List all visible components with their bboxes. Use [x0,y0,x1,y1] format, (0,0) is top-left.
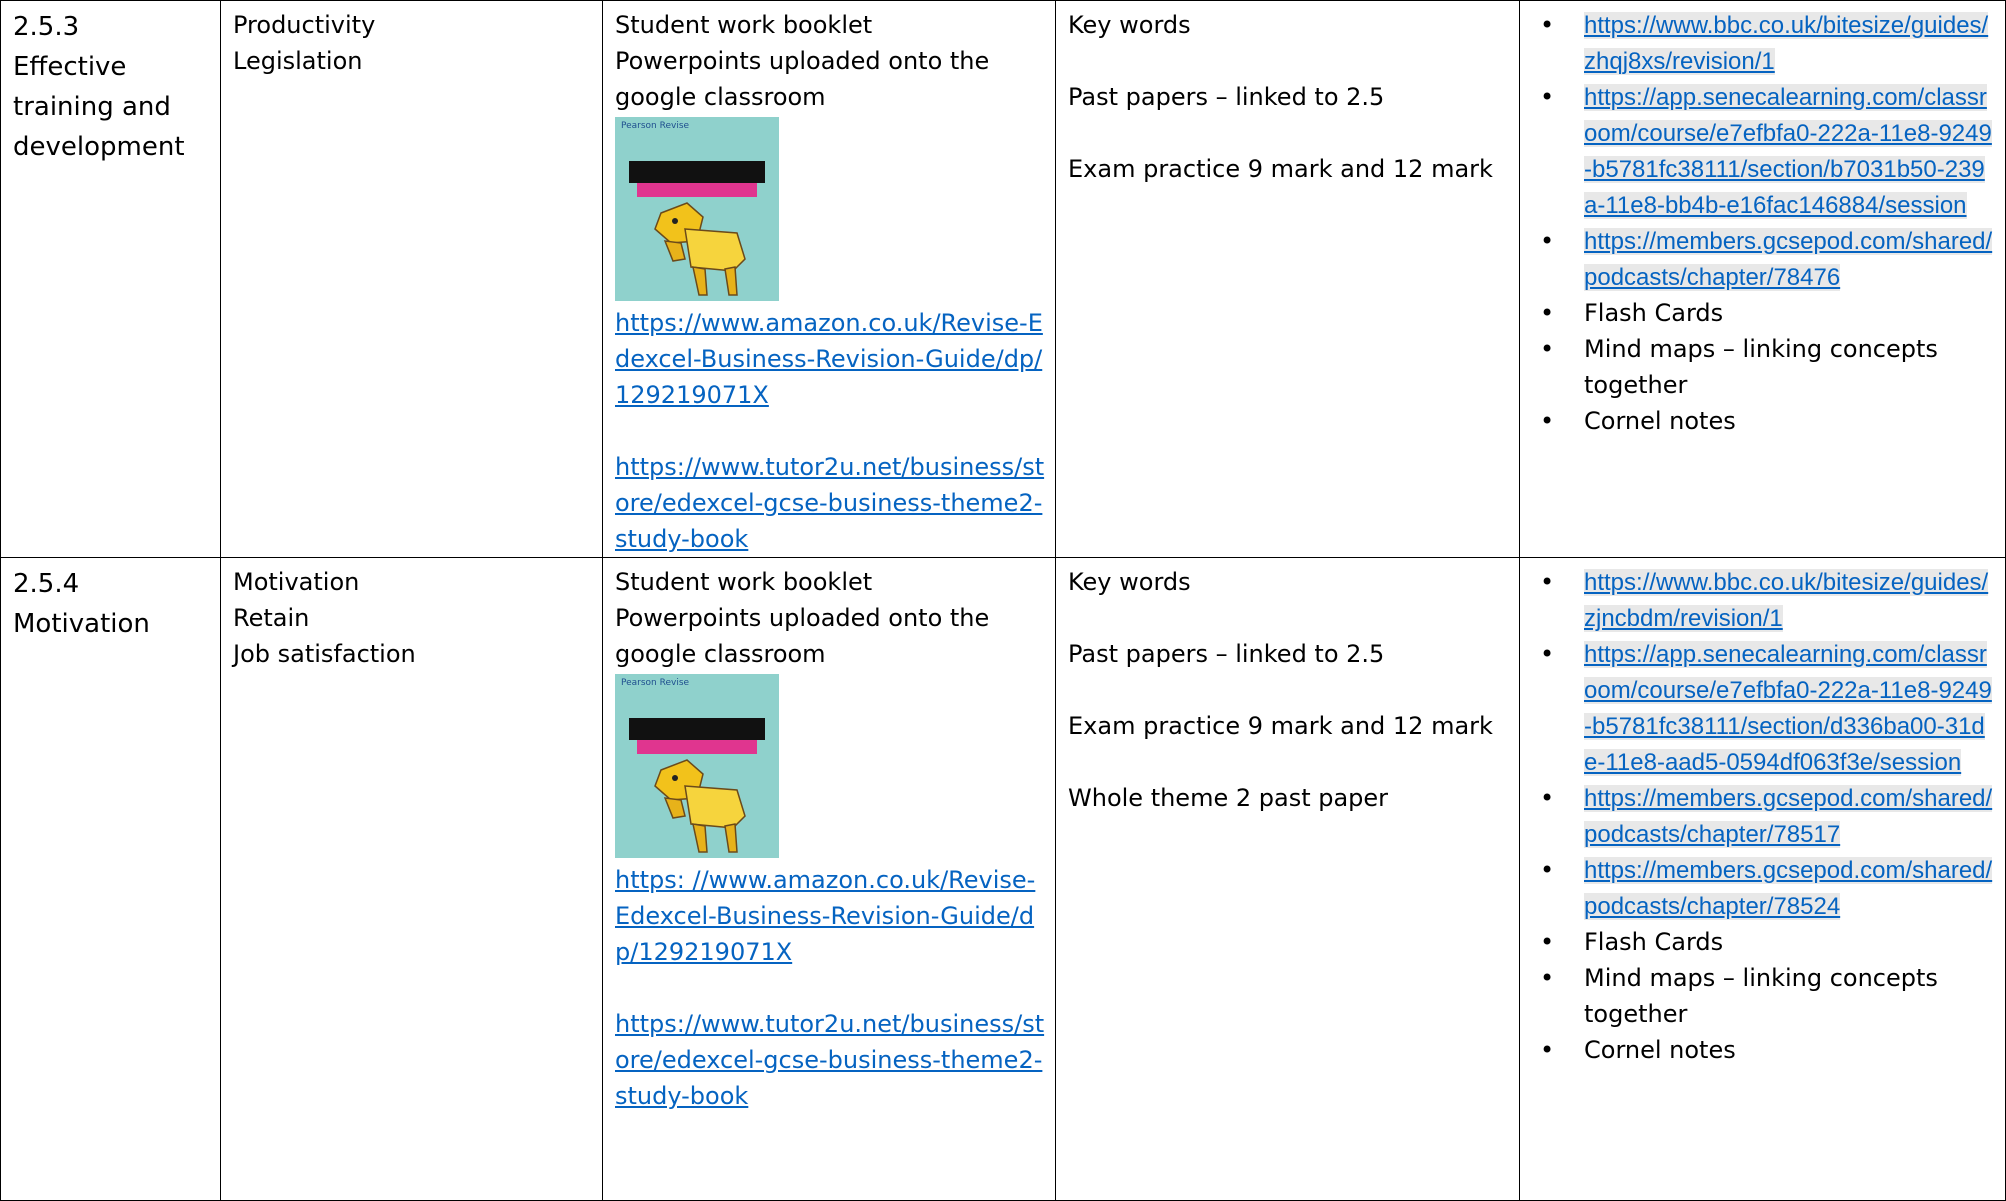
tutor2u-book-link[interactable]: https://www.tutor2u.net/business/store/edexcel-gcse-business-theme2-study-book [615,1010,1045,1110]
resource-link-list [1534,564,1995,1068]
gcsepod-link[interactable]: https://members.gcsepod.com/shared/podcasts/chapter/78476 [1584,228,1993,291]
keyword: Retain [233,604,310,632]
assessment-cell [1056,558,1520,1201]
revision-guide-cover-image [615,674,779,858]
topic-code: 2.5.4 [13,569,80,599]
resource-line: Powerpoints uploaded onto the [615,47,990,75]
resources-cell [603,1,1056,558]
topic-cell [1,1,221,558]
list-item [1534,564,1995,636]
resource-line: google classroom [615,83,826,111]
topic-title-line: Effective [13,52,127,82]
pearson-logo: Pearson Revise [621,121,690,131]
links-cell [1520,558,2006,1201]
lion-illustration-icon [641,756,753,854]
seneca-learning-link[interactable]: https://app.senecalearning.com/classroom/course/e7efbfa0-222a-11e8-9249-b5781fc38111/section/b7031b50-239a-11e8-bb4b-e16fac146884/session [1584,84,1992,219]
list-item [1534,852,1995,924]
list-item: • Flash Cards [1534,295,1995,331]
assessment-item: Past papers – linked to 2.5 [1068,83,1385,111]
assessment-item: Exam practice 9 mark and 12 mark [1068,712,1493,740]
list-item [1534,223,1995,295]
amazon-book-link[interactable]: https: //www.amazon.co.uk/Revise-Edexcel-Business-Revision-Guide/dp/129219071X [615,866,1036,966]
lion-illustration-icon [641,199,753,297]
assessment-item: Key words [1068,11,1191,39]
table-row [1,1,2006,558]
tutor2u-book-link[interactable]: https://www.tutor2u.net/business/store/edexcel-gcse-business-theme2-study-book [615,453,1045,553]
bbc-bitesize-link[interactable]: https://www.bbc.co.uk/bitesize/guides/zjncbdm/revision/1 [1584,569,1989,632]
keyword: Legislation [233,47,363,75]
resource-line: Powerpoints uploaded onto the [615,604,990,632]
keywords-cell [221,1,603,558]
topic-title-line: training and [13,92,171,122]
list-item: • Flash Cards [1534,924,1995,960]
assessment-item: Past papers – linked to 2.5 [1068,640,1385,668]
keyword: Motivation [233,568,360,596]
assessment-item: Whole theme 2 past paper [1068,784,1389,812]
resource-line: google classroom [615,640,826,668]
seneca-learning-link[interactable]: https://app.senecalearning.com/classroom/course/e7efbfa0-222a-11e8-9249-b5781fc38111/section/d336ba00-31de-11e8-aad5-0594df063f3e/session [1584,641,1992,776]
gcsepod-link[interactable]: https://members.gcsepod.com/shared/podcasts/chapter/78517 [1584,785,1993,848]
list-item [1534,7,1995,79]
topic-cell [1,558,221,1201]
resource-line: Student work booklet [615,568,873,596]
links-cell [1520,1,2006,558]
bbc-bitesize-link[interactable]: https://www.bbc.co.uk/bitesize/guides/zhqj8xs/revision/1 [1584,12,1989,75]
amazon-book-link[interactable]: https://www.amazon.co.uk/Revise-Edexcel-Business-Revision-Guide/dp/129219071X [615,309,1043,409]
table-row [1,558,2006,1201]
list-item: • Mind maps – linking concepts together [1534,331,1995,403]
list-item: • Cornel notes [1534,403,1995,439]
keywords-cell [221,558,603,1201]
assessment-cell [1056,1,1520,558]
topic-title-line: Motivation [13,609,150,639]
resource-link-list [1534,7,1995,439]
resources-cell [603,558,1056,1201]
gcsepod-link[interactable]: https://members.gcsepod.com/shared/podcasts/chapter/78524 [1584,857,1993,920]
keyword: Job satisfaction [233,640,416,668]
list-item: • Mind maps – linking concepts together [1534,960,1995,1032]
topic-title-line: development [13,132,185,162]
revision-guide-cover-image [615,117,779,301]
list-item [1534,780,1995,852]
list-item [1534,636,1995,780]
resource-line: Student work booklet [615,11,873,39]
assessment-item: Key words [1068,568,1191,596]
list-item: • Cornel notes [1534,1032,1995,1068]
assessment-item: Exam practice 9 mark and 12 mark [1068,155,1493,183]
topic-code: 2.5.3 [13,12,80,42]
list-item [1534,79,1995,223]
keyword: Productivity [233,11,376,39]
pearson-logo: Pearson Revise [621,678,690,688]
